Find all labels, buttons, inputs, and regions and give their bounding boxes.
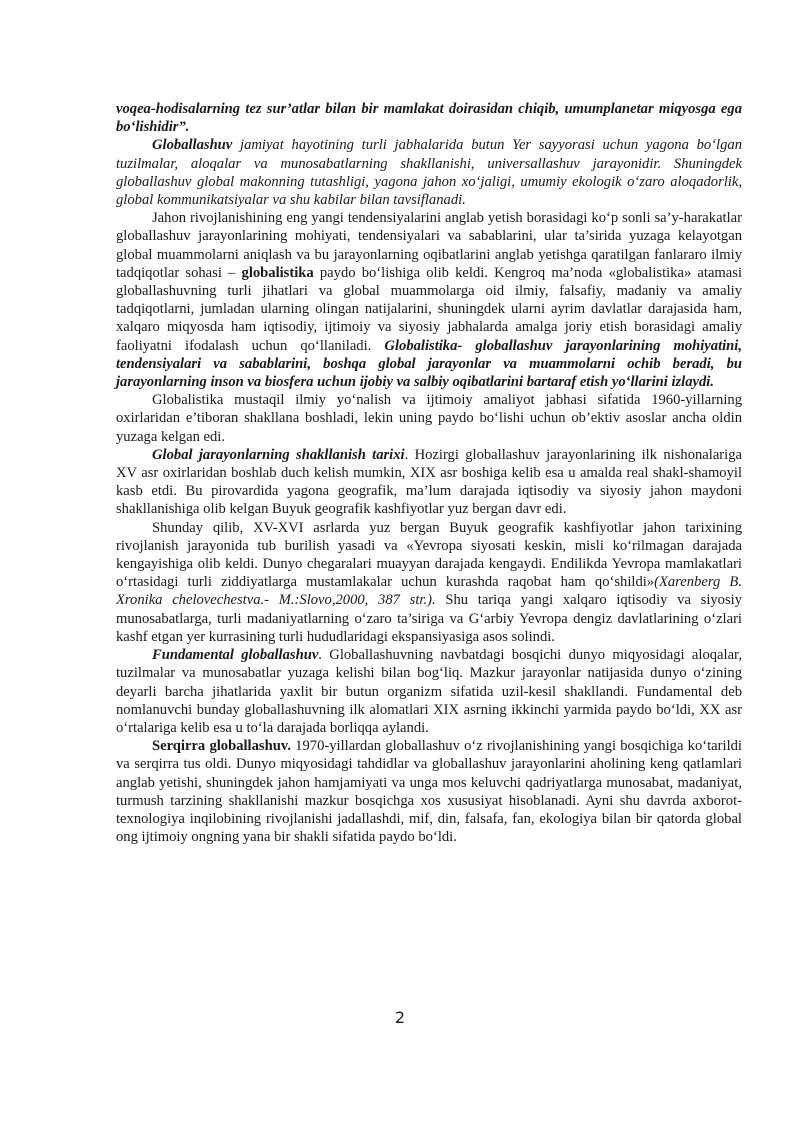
globalistika-definition: Globalistika- globallashuv jarayonlarining mohiyatini, tendensiyalari va sabablarini, boshqa global jarayonlar va muammolarni ochib beradi, bu jarayonlarning inson va biosfera uchun ijobiy va salbiy oqibatlarini bartaraf etish yo‘llarini izlaydi. bbox=[116, 337, 743, 391]
heading-serqirra: Serqirra globallashuv. bbox=[152, 738, 291, 755]
globalistika-origin-text: Globalistika mustaqil ilmiy yo‘nalish va ijtimoiy amaliyot jabhasi sifatida 1960-yillarning oxirlaridan e’tiboran shakllana boshladi, lekin uning paydo bo‘lishi uchun ob’ektiv asoslar ancha oldin yuzaga kelgan edi. bbox=[116, 392, 742, 445]
quote-end-text: voqea-hodisalarning tez sur’atlar bilan bir mamlakat doirasidan chiqib, umumplanetar miqyosga ega bo‘lishidir”. bbox=[116, 101, 742, 136]
globalistika-text-before: Jahon rivojlanishining eng yangi tendensiyalarini anglab yetish borasidagi ko‘p sonli sa’y-harakatlar globallashuv jarayonlarining mohiyati, tendensiyalari va sabablarini, ular ta’sirida yuzaga kelayotgan global muammolarni aniqlash va bu jarayonlarning oqibatlarini anglab yetishga qaratilgan fanlararo ilmiy tadqiqotlar sohasi – bbox=[116, 210, 742, 281]
discoveries-text-after: Shu tariqa yangi xalqaro iqtisodiy va siyosiy munosabatlarga, turli madaniyatlarning o‘zaro ta’siriga va G‘arbiy Yevropa dengiz davlatlarining o‘zlari kashf etgan yer kurrasining turli hududlaridagi ekspansiyasiga asos solindi. bbox=[116, 592, 742, 645]
paragraph-quote-end bbox=[116, 100, 742, 136]
paragraph-discoveries bbox=[116, 519, 742, 646]
heading-fundamental: Fundamental globallashuv bbox=[152, 647, 319, 664]
fundamental-text: . Globallashuvning navbatdagi bosqichi dunyo miqyosidagi aloqalar, tuzilmalar va munosabatlar yuzaga kelishi bilan bog‘liq. Mazkur jarayonlar natijasida dunyo o‘zining deyarli barcha jihatlarida yaxlit bir butun organizm sifatida uzil-kesil shakllandi. Fundamental deb nomlanuvchi bunday globallashuvning ilk alomatlari XIX asrning ikkinchi yarmida paydo bo‘ldi, XX asr o‘rtalariga kelib esa u to‘la darajada borliqqa aylandi. bbox=[116, 647, 742, 736]
paragraph-serqirra bbox=[116, 737, 742, 846]
serqirra-text: 1970-yillardan globallashuv o‘z rivojlanishining yangi bosqichiga ko‘tarildi va serqirra tus oldi. Dunyo miqyosidagi tahdidlar va globallashuv jarayonlarini aholining keng qatlamlari anglab yetishi, shuningdek jahon hamjamiyati va unga mos keluvchi qadriyatlarga munosabat, madaniyat, turmush tarzining shakllanishi mazkur bosqichga xos xususiyat hisoblanadi. Ayni shu davrda axborot-texnologiya inqilobining rivojlanishi jadallashdi, mif, din, falsafa, fan, ekologiya bilan bir qatorda global ong ijtimoiy ongning yana bir shakli sifatida paydo bo‘ldi. bbox=[116, 738, 742, 846]
paragraph-globalistika bbox=[116, 209, 742, 391]
paragraph-globalistika-origin bbox=[116, 391, 742, 446]
term-globalistika: globalistika bbox=[241, 264, 314, 281]
history-text: . Hozirgi globallashuv jarayonlarining ilk nishonalariga XV asr oxirlaridan boshlab duch kelish mumkin, XIX asr boshiga kelib esa u amalda real shakl-shamoyil kasb etdi. Bu pirovardida yagona geografik, ma’lum darajada iqtisodiy va siyosiy jahon maydoni shakllanishiga olib kelgan Buyuk geografik kashfiyotlar yuz bergan davr edi. bbox=[116, 446, 742, 518]
heading-history: Global jarayonlarning shakllanish tarixi bbox=[152, 446, 405, 463]
paragraph-fundamental bbox=[116, 646, 742, 737]
citation: (Xarenberg B. Xronika chelovechestva.- M.:Slovo,2000, 387 str.). bbox=[116, 574, 742, 609]
page-number: 2 bbox=[394, 1008, 406, 1027]
globallashuv-definition-text: jamiyat hayotining turli jabhalarida butun Yer sayyorasi uchun yagona bo‘lgan tuzilmalar, aloqalar va munosabatlarning shakllanishi, universallashuv jarayonidir. Shuningdek globallashuv global makonning tutashligi, yagona jahon xo‘jaligi, umumiy ekologik o‘zaro aloqadorlik, global kommunikatsiyalar va shu kabilar bilan tavsiflanadi. bbox=[116, 137, 742, 209]
discoveries-text-before: Shunday qilib, XV-XVI asrlarda yuz bergan Buyuk geografik kashfiyotlar jahon tarixining rivojlanish jarayonida tub burilish yasadi va «Yevropa siyosati keskin, misli ko‘rilmagan darajada kengayishiga olib keldi. Dunyo chegaralari muayyan darajada kengaydi. Endilikda Yevropa mamlakatlari o‘rtasidagi turli ziddiyatlarga mustamlakalar uchun kurashda raqobat ham qo‘shildi» bbox=[116, 519, 742, 591]
paragraph-history bbox=[116, 446, 742, 519]
term-globallashuv: Globallashuv bbox=[152, 137, 233, 154]
document-page-body bbox=[116, 100, 742, 846]
globalistika-text-after: paydo bo‘lishiga olib keldi. Kengroq ma’noda «globalistika» atamasi globallashuvning turli jihatlari va global muammolarga oid ilmiy, falsafiy, madaniy va amaliy tadqiqotlarni, jumladan ularning olingan natijalarini, shuningdek ularni ayrim davlatlar darajasida ham, xalqaro miqyosda ham iqtisodiy, ijtimoiy va siyosiy jabhalarda amalga joriy etish borasidagi amaliy faoliyatni ifodalash uchun qo‘llaniladi. bbox=[116, 264, 742, 354]
paragraph-globallashuv-definition bbox=[116, 136, 742, 209]
